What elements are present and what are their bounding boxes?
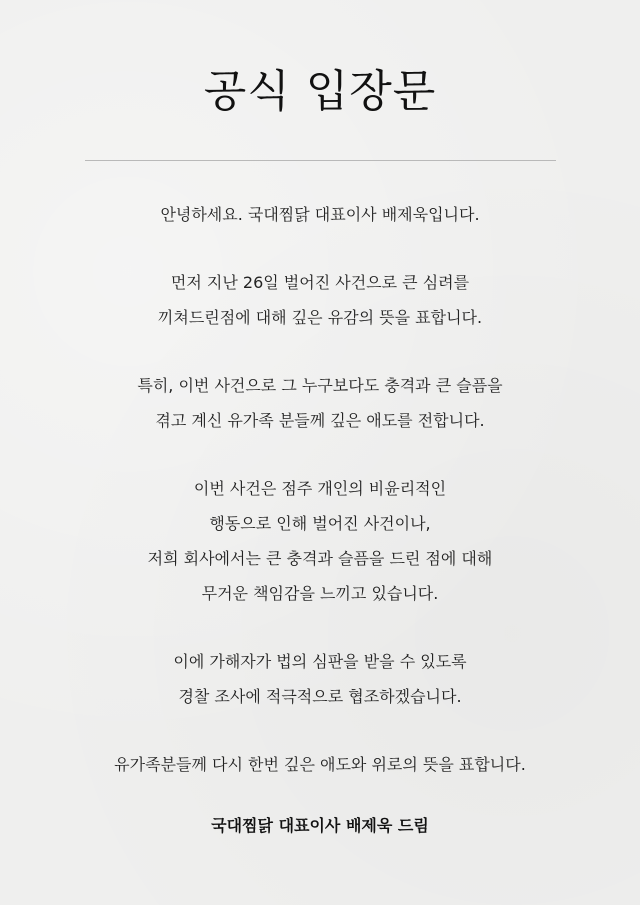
text-line: 무거운 책임감을 느끼고 있습니다. [201, 584, 439, 603]
text-line: 안녕하세요. 국대찜닭 대표이사 배제욱입니다. [160, 205, 480, 224]
text-line: 겪고 계신 유가족 분들께 깊은 애도를 전합니다. [155, 411, 485, 430]
text-line: 끼쳐드린점에 대해 깊은 유감의 뜻을 표합니다. [157, 308, 483, 327]
paragraph-greeting [0, 197, 640, 232]
paragraph-condolence [0, 368, 640, 438]
text-line: 먼저 지난 26일 벌어진 사건으로 큰 심려를 [170, 273, 470, 292]
signature: 국대찜닭 대표이사 배제욱 드림 [211, 816, 429, 835]
text-line: 행동으로 인해 벌어진 사건이나, [209, 514, 431, 533]
text-line: 유가족분들께 다시 한번 깊은 애도와 위로의 뜻을 표합니다. [114, 755, 526, 774]
statement-body [0, 197, 640, 815]
text-line: 특히, 이번 사건으로 그 누구보다도 충격과 큰 슬픔을 [137, 376, 503, 395]
text-line: 경찰 조사에 적극적으로 협조하겠습니다. [178, 687, 462, 706]
paragraph-closing [0, 747, 640, 782]
title-divider [85, 160, 556, 161]
paragraph-cooperation [0, 644, 640, 714]
text-line: 저희 회사에서는 큰 충격과 슬픔을 드린 점에 대해 [147, 549, 493, 568]
text-line: 이번 사건은 점주 개인의 비윤리적인 [193, 479, 447, 498]
paragraph-responsibility [0, 471, 640, 611]
paragraph-regret [0, 265, 640, 335]
page-title: 공식 입장문 [203, 66, 437, 117]
text-line: 이에 가해자가 법의 심판을 받을 수 있도록 [173, 652, 467, 671]
